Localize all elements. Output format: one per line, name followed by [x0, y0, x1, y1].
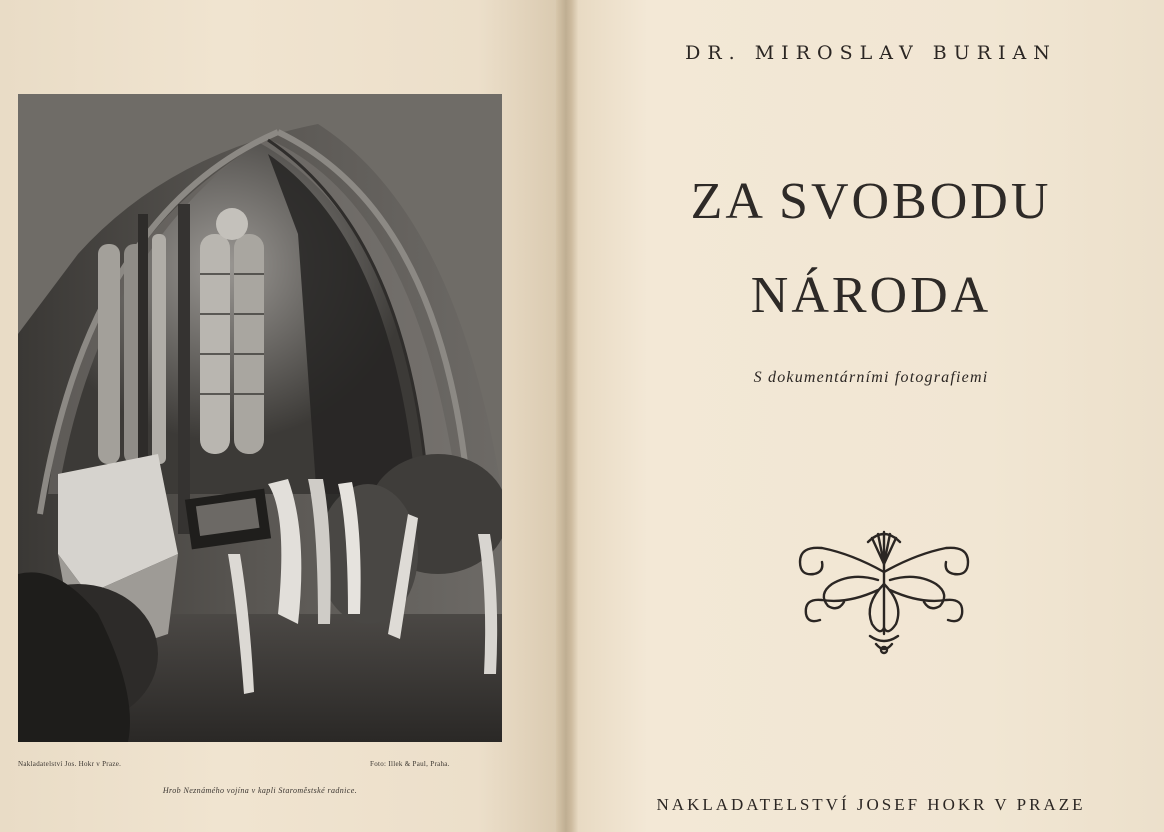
- frontispiece-photo: [18, 94, 502, 742]
- photo-credit: Foto: Illek & Paul, Praha.: [370, 760, 450, 768]
- publisher-name: NAKLADATELSTVÍ JOSEF HOKR V PRAZE: [656, 795, 1086, 814]
- title-page: [578, 0, 1164, 832]
- book-title-line-1: ZA SVOBODU: [690, 173, 1052, 230]
- decorative-ornament-icon: [792, 524, 976, 658]
- chapel-tomb-photo: [18, 94, 502, 742]
- publisher-credit: Nakladatelství Jos. Hokr v Praze.: [18, 760, 122, 768]
- book-title-line-2: NÁRODA: [750, 267, 992, 324]
- photo-caption: Hrob Neznámého vojína v kapli Staroměstské radnice.: [162, 786, 358, 795]
- left-page: [0, 0, 562, 832]
- author-name: DR. MIROSLAV BURIAN: [685, 42, 1057, 64]
- book-subtitle: S dokumentárními fotografiemi: [753, 369, 989, 386]
- book-gutter: [556, 0, 578, 832]
